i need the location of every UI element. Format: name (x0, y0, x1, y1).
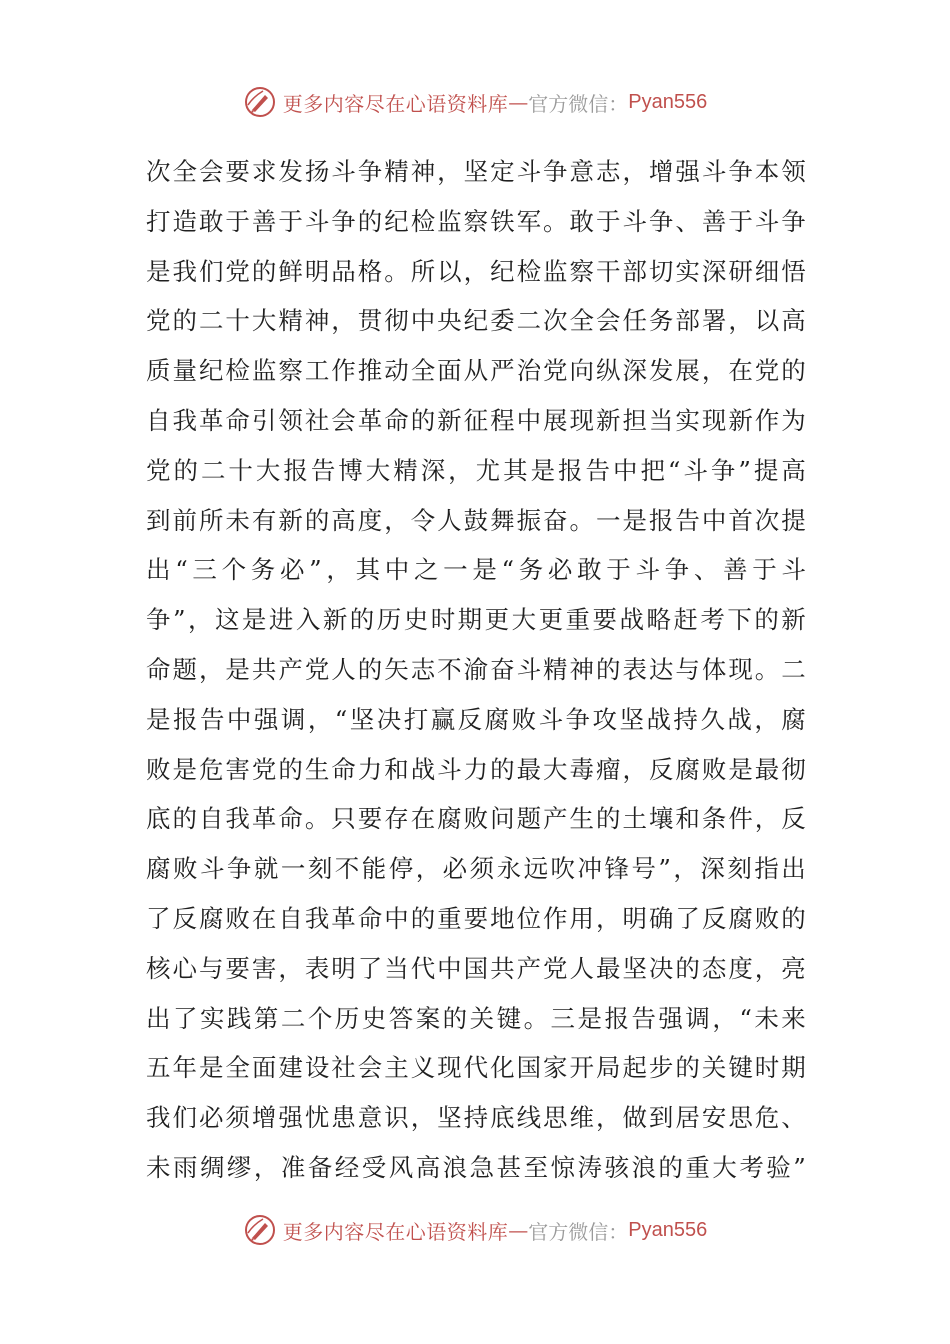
text-line: 是 报 告 中 强 调 ， “ 坚 决 打 赢 反 腐 败 斗 争 攻 坚 战 持 久 战 ， 腐 (146, 704, 806, 734)
header-wechat-label: 官方微信： (528, 91, 629, 116)
text-line: 质 量 纪 检 监 察 工 作 推 动 全 面 从 严 治 党 向 纵 深 发 展 ， 在 党 的 (146, 356, 806, 386)
text-line: 打 造 敢 于 善 于 斗 争 的 纪 检 监 察 铁 军 。 敢 于 斗 争 、 善 于 斗 争 (146, 206, 806, 236)
footer-brand-text: 更多内容尽在心语资料库 (282, 1219, 509, 1244)
document-body (146, 147, 806, 1193)
text-line: 出 “ 三 个 务 必 ” ， 其 中 之 一 是 “ 务 必 敢 于 斗 争 、 善 于 斗 (146, 555, 806, 585)
pen-nib-logo-icon (243, 85, 277, 119)
text-line: 是 我 们 党 的 鲜 明 品 格 。 所 以 ， 纪 检 监 察 干 部 切 实 深 研 细 悟 (146, 256, 806, 286)
text-line: 到 前 所 未 有 新 的 高 度 ， 令 人 鼓 舞 振 奋 。 一 是 报 告 中 首 次 提 (146, 505, 806, 535)
text-line: 未 雨 绸 缪 ， 准 备 经 受 风 高 浪 急 甚 至 惊 涛 骇 浪 的 重 大 考 验 ” (146, 1152, 806, 1182)
text-line: 命 题 ， 是 共 产 党 人 的 矢 志 不 渝 奋 斗 精 神 的 表 达 与 体 现 。 二 (146, 654, 806, 684)
text-line: 核 心 与 要 害 ， 表 明 了 当 代 中 国 共 产 党 人 最 坚 决 的 态 度 ， 亮 (146, 953, 806, 983)
footer-wechat-label: 官方微信： (528, 1219, 629, 1244)
text-line: 自 我 革 命 引 领 社 会 革 命 的 新 征 程 中 展 现 新 担 当 实 现 新 作 为 (146, 405, 806, 435)
text-line: 败 是 危 害 党 的 生 命 力 和 战 斗 力 的 最 大 毒 瘤 ， 反 腐 败 是 最 彻 (146, 754, 806, 784)
footer-dash: — (508, 1218, 529, 1242)
pen-nib-logo-icon (243, 1213, 277, 1247)
text-line: 党 的 二 十 大 报 告 博 大 精 深 ， 尤 其 是 报 告 中 把 “ 斗 争 ” 提 高 (146, 455, 806, 485)
text-line: 我 们 必 须 增 强 忧 患 意 识 ， 坚 持 底 线 思 维 ， 做 到 居 安 思 危 、 (146, 1103, 806, 1133)
header-wechat-id: Pyan556 (628, 90, 708, 113)
header-brand-text: 更多内容尽在心语资料库 (282, 91, 509, 116)
text-line: 了 反 腐 败 在 自 我 革 命 中 的 重 要 地 位 作 用 ， 明 确 了 反 腐 败 的 (146, 903, 806, 933)
text-line: 五 年 是 全 面 建 设 社 会 主 义 现 代 化 国 家 开 局 起 步 的 关 键 时 期 (146, 1053, 806, 1083)
header-banner (0, 82, 950, 122)
text-line: 出 了 实 践 第 二 个 历 史 答 案 的 关 键 。 三 是 报 告 强 调 ， “ 未 来 (146, 1003, 806, 1033)
text-line: 次 全 会 要 求 发 扬 斗 争 精 神 ， 坚 定 斗 争 意 志 ， 增 强 斗 争 本 领 (146, 157, 806, 186)
text-line: 党 的 二 十 大 精 神 ， 贯 彻 中 央 纪 委 二 次 全 会 任 务 部 署 ， 以 高 (146, 306, 806, 336)
text-line: 底 的 自 我 革 命 。 只 要 存 在 腐 败 问 题 产 生 的 土 壤 和 条 件 ， 反 (146, 804, 806, 834)
text-line: 腐 败 斗 争 就 一 刻 不 能 停 ， 必 须 永 远 吹 冲 锋 号 ” ， 深 刻 指 出 (146, 854, 806, 884)
footer-banner (0, 1210, 950, 1250)
footer-wechat-id: Pyan556 (628, 1218, 708, 1241)
header-dash: — (508, 90, 529, 114)
text-line: 争 ” ， 这 是 进 入 新 的 历 史 时 期 更 大 更 重 要 战 略 赶 考 下 的 新 (146, 605, 806, 635)
